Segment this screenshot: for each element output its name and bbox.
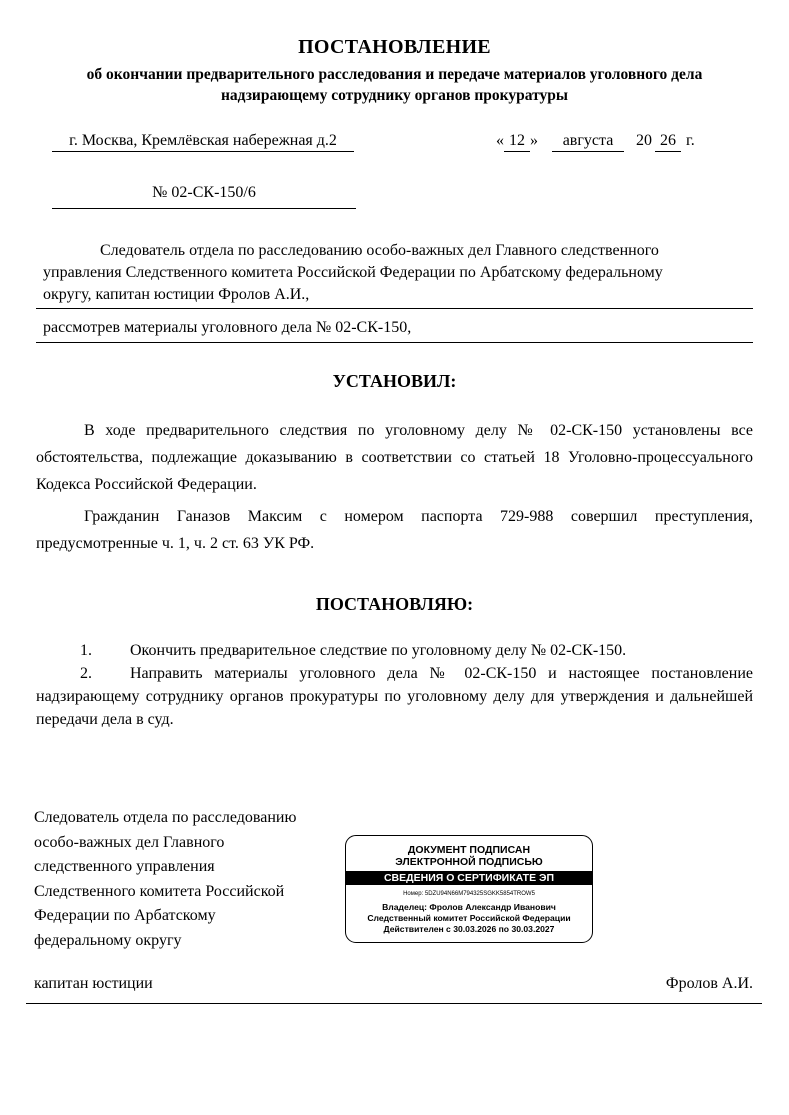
stamp-owner: Владелец: Фролов Александр Иванович xyxy=(382,902,556,912)
signer-position-line: федеральному округу xyxy=(34,931,182,949)
intro-block xyxy=(36,240,753,306)
signer-rank: капитан юстиции xyxy=(34,975,153,992)
date-year-prefix: 20 xyxy=(636,132,652,149)
stamp-certificate-bar: СВЕДЕНИЯ О СЕРТИФИКАТЕ ЭП xyxy=(346,871,592,885)
stamp-title-line-2: ЭЛЕКТРОННОЙ ПОДПИСЬЮ xyxy=(395,856,543,868)
list-item-text: Направить материалы уголовного дела № 02-СК-150 и настоящее постановление надзирающему сотруднику органов прокуратуры по уголовному делу для утверждения и дальнейшей передачи дела в суд. xyxy=(36,665,753,728)
stamp-title xyxy=(346,844,592,868)
intro-line-2: управления Следственного комитета Российской Федерации по Арбатскому федеральному xyxy=(43,264,663,281)
signature-line xyxy=(26,1003,762,1004)
subtitle-line-2: надзирающему сотруднику органов прокуратуры xyxy=(220,87,568,104)
decided-heading: ПОСТАНОВЛЯЮ: xyxy=(315,594,474,614)
signer-position-line: Федерации по Арбатскому xyxy=(34,907,216,924)
signer-position-line: Следственного комитета Российской xyxy=(34,882,285,900)
list-item xyxy=(36,639,753,662)
established-heading: УСТАНОВИЛ: xyxy=(332,371,457,391)
stamp-org: Следственный комитет Российской Федерации xyxy=(367,913,571,923)
established-paragraph-2: Гражданин Ганазов Максим с номером паспорта 729-988 совершил преступления, предусмотренные ч. 1, ч. 2 ст. 63 УК РФ. xyxy=(36,508,753,552)
date-open-quote: « xyxy=(496,132,504,149)
stamp-owner-block xyxy=(346,902,592,935)
stamp-serial: Номер: 5DZU94N66M794325SGKK5854TROW5 xyxy=(403,891,535,897)
signer-name: Фролов А.И. xyxy=(665,975,753,992)
divider xyxy=(36,308,753,309)
intro-line-3: округу, капитан юстиции Фролов А.И., xyxy=(43,286,310,303)
list-item-number: 1. xyxy=(80,642,92,659)
document-subtitle xyxy=(40,64,749,106)
established-paragraph-1: В ходе предварительного следствия по уголовному делу № 02-СК-150 установлены все обстоятельства, подлежащие доказыванию в соответствии со статьей 18 Уголовно-процессуального Кодекса Российской Федерации. xyxy=(36,422,753,493)
signer-position xyxy=(34,806,334,953)
list-item-text: Окончить предварительное следствие по уголовному делу № 02-СК-150. xyxy=(130,642,627,659)
date-day: 12 xyxy=(504,131,530,152)
reviewed-line: рассмотрев материалы уголовного дела № 02-СК-150, xyxy=(43,319,412,336)
list-item xyxy=(36,662,753,731)
decided-list xyxy=(36,639,753,731)
subtitle-line-1: об окончании предварительного расследования и передаче материалов уголовного дела xyxy=(86,66,703,83)
signer-position-line: следственного управления xyxy=(34,858,215,875)
document-title: ПОСТАНОВЛЕНИЕ xyxy=(298,36,491,58)
stamp-title-line-1: ДОКУМЕНТ ПОДПИСАН xyxy=(407,844,531,856)
signer-position-line: Следователь отдела по расследованию xyxy=(34,809,297,826)
date-field xyxy=(496,131,695,152)
signer-position-line: особо-важных дел Главного xyxy=(34,833,225,851)
date-close-quote: » xyxy=(530,132,538,149)
list-item-number: 2. xyxy=(80,665,92,682)
place-field: г. Москва, Кремлёвская набережная д.2 xyxy=(52,131,354,152)
date-year-suffix: 26 xyxy=(655,131,681,152)
document-number xyxy=(52,183,356,209)
date-year-label: г. xyxy=(686,132,695,149)
intro-line-1: Следователь отдела по расследованию особо-важных дел Главного следственного xyxy=(100,242,659,259)
divider xyxy=(36,342,753,343)
electronic-signature-stamp xyxy=(345,835,593,943)
stamp-validity: Действителен с 30.03.2026 по 30.03.2027 xyxy=(383,924,555,934)
date-month: августа xyxy=(552,131,624,152)
document-number-text: № 02-СК-150/6 xyxy=(152,184,256,201)
